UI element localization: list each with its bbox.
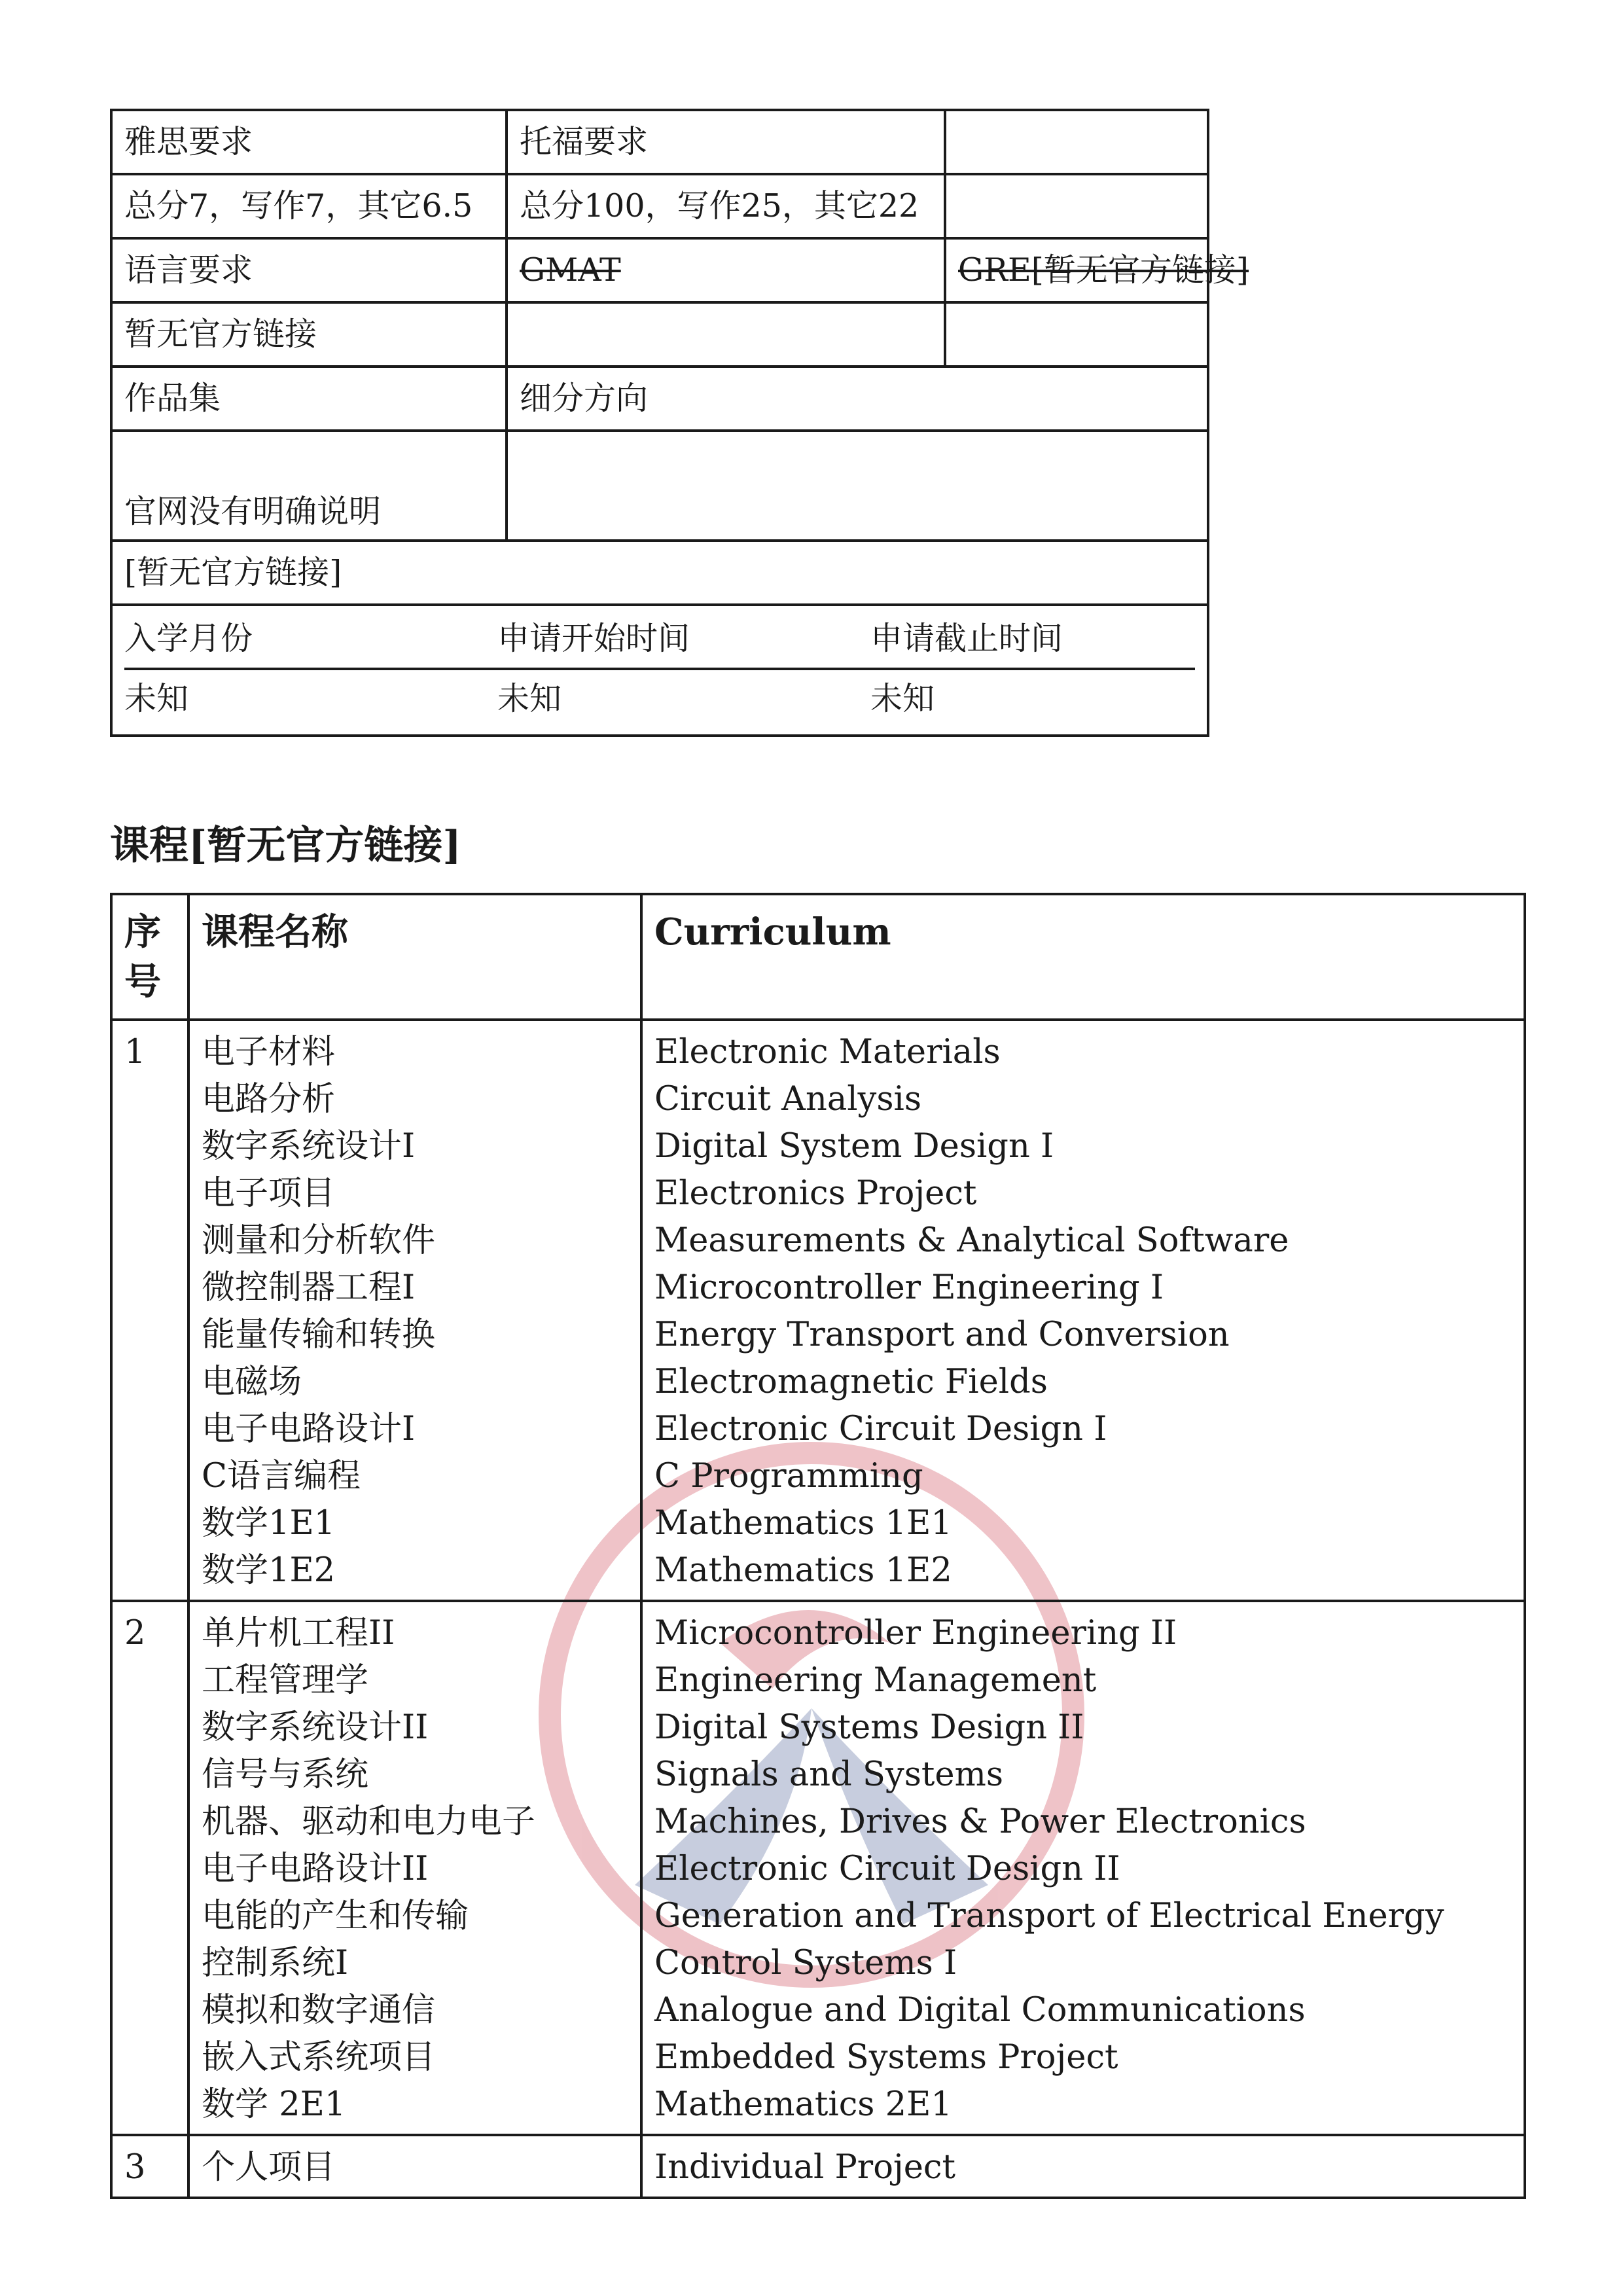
- course-cn: 能量传输和转换: [202, 1316, 436, 1354]
- empty-cell: [945, 302, 1208, 367]
- requirements-table: [110, 109, 1249, 737]
- table-row: [111, 174, 1208, 238]
- table-row: [111, 1020, 1525, 1601]
- course-en: Electronic Circuit Design I: [654, 1410, 1107, 1448]
- course-en: Mathematics 1E2: [654, 1551, 952, 1590]
- language-link-text: 暂无官方链接: [111, 302, 507, 367]
- empty-cell: [507, 302, 945, 367]
- courses-section-title: 课程[暂无官方链接]: [110, 823, 461, 869]
- table-row: [111, 1601, 1525, 2135]
- course-en: Embedded Systems Project: [654, 2038, 1118, 2077]
- empty-cell: [945, 174, 1208, 238]
- course-en: Signals and Systems: [654, 1755, 1004, 1794]
- ielts-value: 总分7，写作7，其它6.5: [111, 174, 507, 238]
- course-en-list: [641, 2135, 1525, 2198]
- course-cn: 电能的产生和传输: [202, 1897, 469, 1935]
- course-cn: 嵌入式系统项目: [202, 2038, 436, 2077]
- course-cn: 电子项目: [202, 1174, 336, 1213]
- table-row: [111, 238, 1208, 302]
- course-en: Electromagnetic Fields: [654, 1363, 1048, 1401]
- course-en: Control Systems I: [654, 1944, 957, 1982]
- course-en: Generation and Transport of Electrical Energy: [654, 1897, 1444, 1935]
- course-cn: 数字系统设计I: [202, 1127, 416, 1166]
- course-en: C Programming: [654, 1457, 923, 1496]
- table-row: [111, 110, 1208, 174]
- dates-header-row: [124, 610, 1195, 669]
- toefl-label: 托福要求: [507, 110, 945, 174]
- header-en: Curriculum: [641, 894, 1525, 1020]
- course-en: Electronics Project: [654, 1174, 977, 1213]
- course-en-list: [641, 1601, 1525, 2135]
- dates-table: [124, 610, 1195, 728]
- course-en: Mathematics 2E1: [654, 2085, 952, 2124]
- course-cn: 控制系统I: [202, 1944, 349, 1982]
- course-en: Electronic Circuit Design II: [654, 1850, 1120, 1888]
- courses-header-row: [111, 894, 1525, 1020]
- course-cn: 电路分析: [202, 1080, 336, 1119]
- course-cn: 电子电路设计II: [202, 1850, 429, 1888]
- course-cn: C语言编程: [202, 1457, 361, 1496]
- group-number: 2: [111, 1601, 188, 2135]
- portfolio-label: 作品集: [111, 367, 507, 431]
- courses-table: [110, 893, 1526, 2199]
- toefl-value: 总分100，写作25，其它22: [507, 174, 945, 238]
- course-cn: 电磁场: [202, 1363, 302, 1401]
- course-cn: 单片机工程II: [202, 1614, 395, 1653]
- header-no: 序号: [111, 894, 188, 1020]
- course-cn-list: [188, 1020, 641, 1601]
- course-cn: 数学 2E1: [202, 2085, 346, 2124]
- group-number: 1: [111, 1020, 188, 1601]
- direction-value: [507, 431, 1208, 541]
- course-cn: 测量和分析软件: [202, 1221, 436, 1260]
- course-cn: 微控制器工程I: [202, 1268, 416, 1307]
- course-en: Individual Project: [654, 2148, 955, 2187]
- course-cn: 电子材料: [202, 1033, 336, 1071]
- gre-label: GRE[暂无官方链接]: [945, 238, 1208, 302]
- group-number: 3: [111, 2135, 188, 2198]
- course-cn: 数学1E1: [202, 1504, 336, 1543]
- table-row: [111, 431, 1208, 541]
- app-deadline-label: 申请截止时间: [870, 610, 1195, 669]
- course-cn-list: [188, 1601, 641, 2135]
- course-cn: 个人项目: [202, 2148, 336, 2187]
- app-open-value: 未知: [497, 680, 562, 717]
- ielts-label: 雅思要求: [111, 110, 507, 174]
- course-en: Microcontroller Engineering II: [654, 1614, 1177, 1653]
- intake-value: 未知: [124, 680, 189, 717]
- app-deadline-value: 未知: [870, 680, 935, 717]
- course-en: Electronic Materials: [654, 1033, 1001, 1071]
- table-row: [111, 541, 1208, 605]
- table-row: [111, 605, 1208, 736]
- dates-value-row: [124, 669, 1195, 728]
- course-cn: 电子电路设计I: [202, 1410, 416, 1448]
- dates-cell: [111, 605, 1208, 736]
- course-en: Mathematics 1E1: [654, 1504, 952, 1543]
- course-cn: 机器、驱动和电力电子: [202, 1803, 536, 1841]
- course-cn: 信号与系统: [202, 1755, 369, 1794]
- portfolio-value: 官网没有明确说明: [111, 431, 507, 541]
- direction-label: 细分方向: [507, 367, 1208, 431]
- course-en: Digital Systems Design II: [654, 1708, 1084, 1747]
- course-en: Analogue and Digital Communications: [654, 1991, 1306, 2030]
- table-row: [111, 2135, 1525, 2198]
- gmat-label: GMAT: [507, 238, 945, 302]
- course-cn-list: [188, 2135, 641, 2198]
- course-cn: 模拟和数字通信: [202, 1991, 436, 2030]
- table-row: [111, 302, 1208, 367]
- language-label: 语言要求: [111, 238, 507, 302]
- course-en: Machines, Drives & Power Electronics: [654, 1803, 1306, 1841]
- course-en: Energy Transport and Conversion: [654, 1316, 1230, 1354]
- empty-cell: [945, 110, 1208, 174]
- table-row: [111, 367, 1208, 431]
- header-cn: 课程名称: [188, 894, 641, 1020]
- course-en: Digital System Design I: [654, 1127, 1054, 1166]
- course-en: Measurements & Analytical Software: [654, 1221, 1289, 1260]
- course-en-list: [641, 1020, 1525, 1601]
- course-en: Circuit Analysis: [654, 1080, 921, 1119]
- course-cn: 数字系统设计II: [202, 1708, 429, 1747]
- intake-label: 入学月份: [124, 610, 497, 669]
- course-en: Engineering Management: [654, 1661, 1097, 1700]
- direction-link-text: [暂无官方链接]: [111, 541, 1208, 605]
- course-en: Microcontroller Engineering I: [654, 1268, 1164, 1307]
- app-open-label: 申请开始时间: [497, 610, 870, 669]
- course-cn: 数学1E2: [202, 1551, 336, 1590]
- course-cn: 工程管理学: [202, 1661, 369, 1700]
